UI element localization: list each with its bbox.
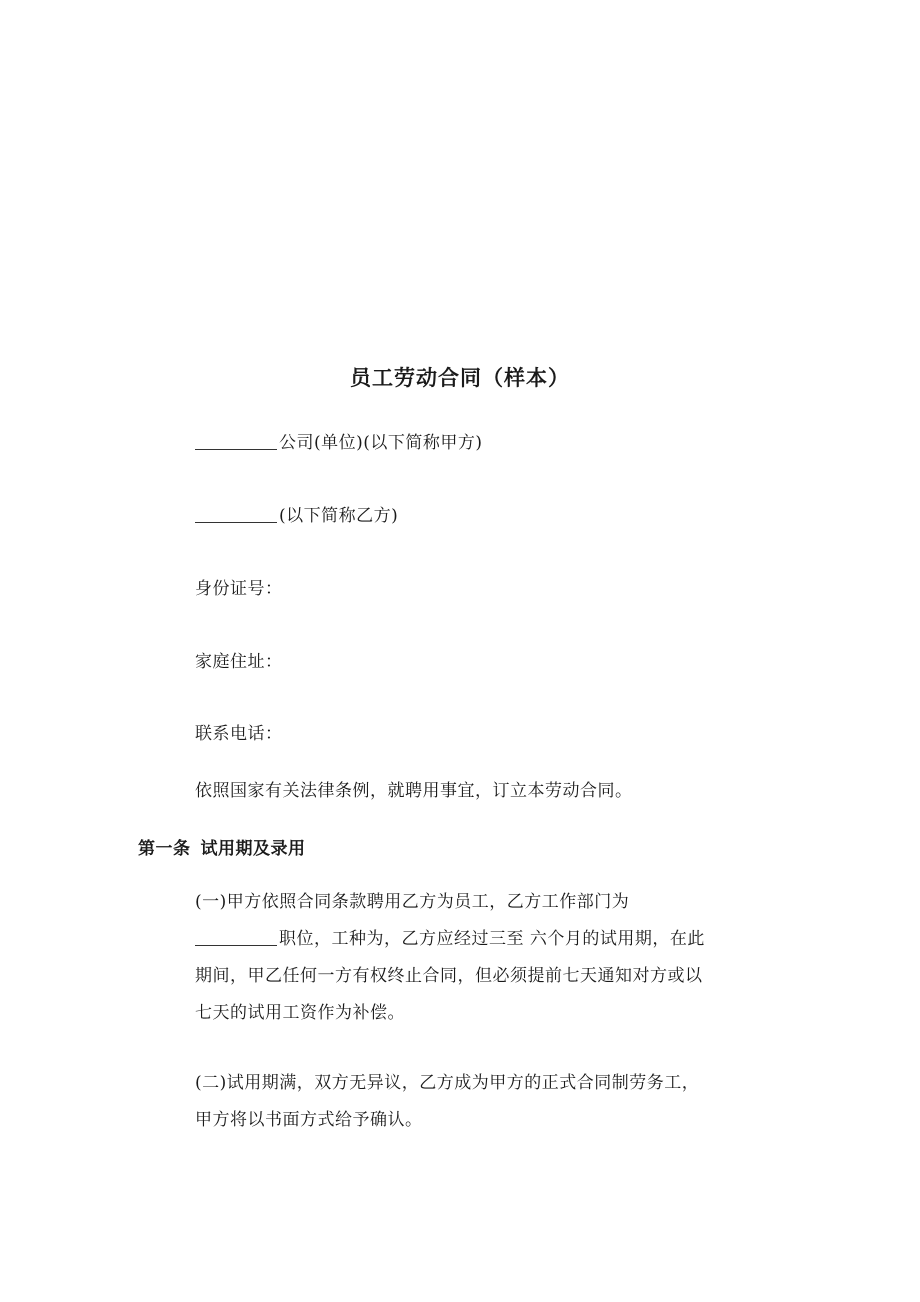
party-a-blank <box>195 431 277 450</box>
id-number-label: 身份证号： <box>195 579 283 599</box>
article-1-heading <box>138 834 306 859</box>
article-1-number: 第一条 <box>138 839 191 859</box>
party-a-line <box>195 428 483 453</box>
party-a-label: 公司(单位)(以下简称甲方) <box>279 433 483 453</box>
home-address-label: 家庭住址： <box>195 652 283 672</box>
party-b-blank <box>195 504 277 523</box>
party-b-line <box>195 501 398 526</box>
clause-1-line-1: (一)甲方依照合同条款聘用乙方为员工，乙方工作部门为 <box>195 892 630 912</box>
article-1-clause-2 <box>195 1065 740 1139</box>
article-1-title: 试用期及录用 <box>200 839 306 859</box>
clause-1-line-2-text: 职位，工种为，乙方应经过三至 六个月的试用期，在此 <box>279 929 705 949</box>
phone-label: 联系电话： <box>195 724 283 744</box>
document-title: 员工劳动合同（样本） <box>350 365 570 390</box>
position-blank <box>195 927 277 946</box>
party-b-label: (以下简称乙方) <box>279 506 399 526</box>
clause-1-line-2 <box>195 921 740 958</box>
clause-1-line-4: 七天的试用工资作为补偿。 <box>195 1003 405 1023</box>
preamble: 依照国家有关法律条例，就聘用事宜，订立本劳动合同。 <box>195 781 633 801</box>
clause-2-line-2: 甲方将以书面方式给予确认。 <box>195 1110 423 1130</box>
clause-2-line-1: (二)试用期满，双方无异议，乙方成为甲方的正式合同制劳务工， <box>195 1073 700 1093</box>
clause-1-line-3: 期间，甲乙任何一方有权终止合同，但必须提前七天通知对方或以 <box>195 966 703 986</box>
article-1-clause-1 <box>195 884 740 1032</box>
